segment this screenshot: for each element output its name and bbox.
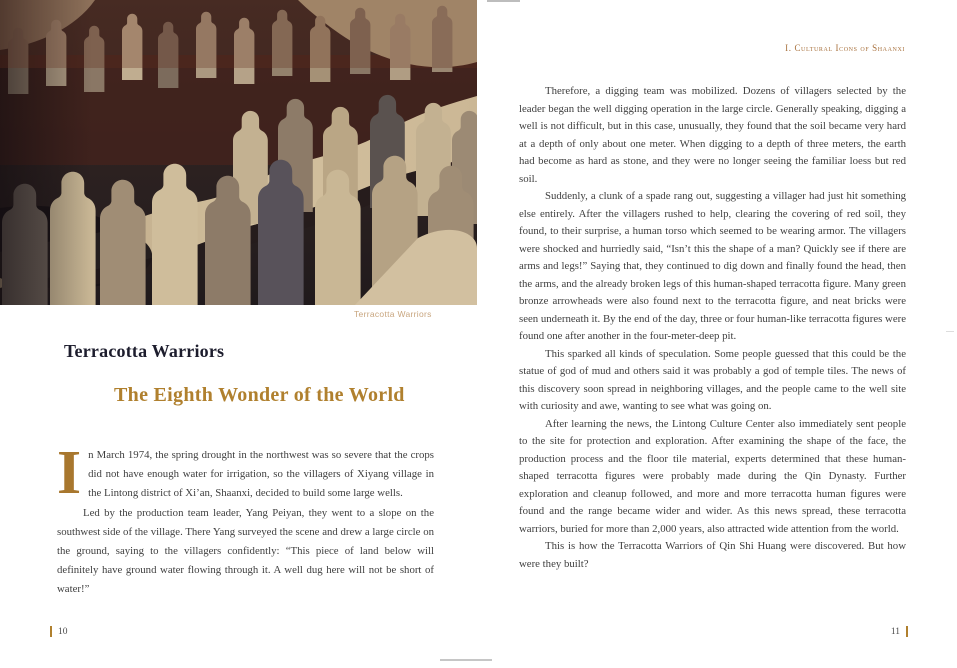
left-page-body: [57, 439, 434, 599]
right-page-body: [519, 83, 906, 573]
terracotta-warriors-photo: [0, 0, 477, 305]
paragraph: This is how the Terracotta Warriors of Qin Shi Huang were discovered. But how were they built?: [519, 540, 906, 570]
scan-artifact-right: [946, 331, 954, 332]
drop-cap: I: [57, 439, 82, 507]
chapter-title: Terracotta Warriors: [64, 341, 225, 361]
left-page-number: [50, 626, 68, 637]
folio-bar: [906, 626, 908, 637]
scan-artifact-top: [487, 0, 520, 2]
scan-artifact-bottom: [440, 659, 492, 661]
page-number-text: 11: [890, 626, 900, 637]
paragraph: [57, 439, 434, 507]
page-number-text: 10: [58, 626, 68, 637]
paragraph: This sparked all kinds of speculation. Some people guessed that this could be the statue of god of mud and others said it was probably a god of temple tiles. The news of this discovery soon spread in neighboring villages, and the people came to the well site with curiosity and awe, wanting to see what was going on.: [519, 347, 906, 412]
photo-caption: Terracotta Warriors: [354, 309, 432, 319]
paragraph: Therefore, a digging team was mobilized. Dozens of villagers selected by the leader began the well digging operation in the large circle. Generally speaking, digging a well is not difficult, but in this case, unusually, they found that the soil became very hard at a depth of only about one meter. When digging to a depth of three meters, the earth had become as hard as stone, and they were no longer seeing the familiar loess but red soil.: [519, 85, 906, 185]
paragraph: After learning the news, the Lintong Culture Center also immediately sent people to the site for protection and exploration. After examining the shape of the face, the production process and the floor tile material, experts determined that these human-shaped terracotta figures were probably made during the Qin Dynasty. Further exploration and cleanup followed, and more and more terracotta human figures were found and the range became wider and wider. As this news spread, these terracotta warriors, buried for more than 2,000 years, also attracted wide attention from the world.: [519, 417, 906, 535]
running-head: I. Cultural Icons of Shaanxi: [785, 43, 905, 53]
paragraph-text: n March 1974, the spring drought in the northwest was so severe that the crops did not have enough water for irrigation, so the villagers of Xiyang village in the Lintong district of Xi’an, Shaanxi, decided to build some large wells.: [88, 449, 434, 499]
paragraph: Suddenly, a clunk of a spade rang out, suggesting a villager had just hit something else entirely. After the villagers rushed to help, clearing the covering of red soil, they found, to their surprise, a human torso which seemed to be wearing armor. The villagers were shocked and hurriedly said, “Isn’t this the shape of a man? Quickly see if there are arms and legs!” Saying that, they continued to dig down and finally found the head, then the arms, and the already broken legs of this human-shaped terracotta figure. Many green bronze arrowheads were also found next to the terracotta figure, and neat bricks were seen underneath it. By the end of the day, three or four human-like terracotta figures were found one after another in the four-meter-deep pit.: [519, 190, 906, 342]
paragraph: Led by the production team leader, Yang Peiyan, they went to a slope on the southwest side of the village. There Yang surveyed the scene and drew a large circle on the ground, saying to the villagers confidently: “This piece of land below will definitely have ground water flowing through it. A well dug here will not be short of water!”: [57, 507, 434, 595]
right-page-number: [891, 626, 908, 637]
folio-bar: [50, 626, 52, 637]
chapter-subtitle: The Eighth Wonder of the World: [114, 384, 405, 406]
